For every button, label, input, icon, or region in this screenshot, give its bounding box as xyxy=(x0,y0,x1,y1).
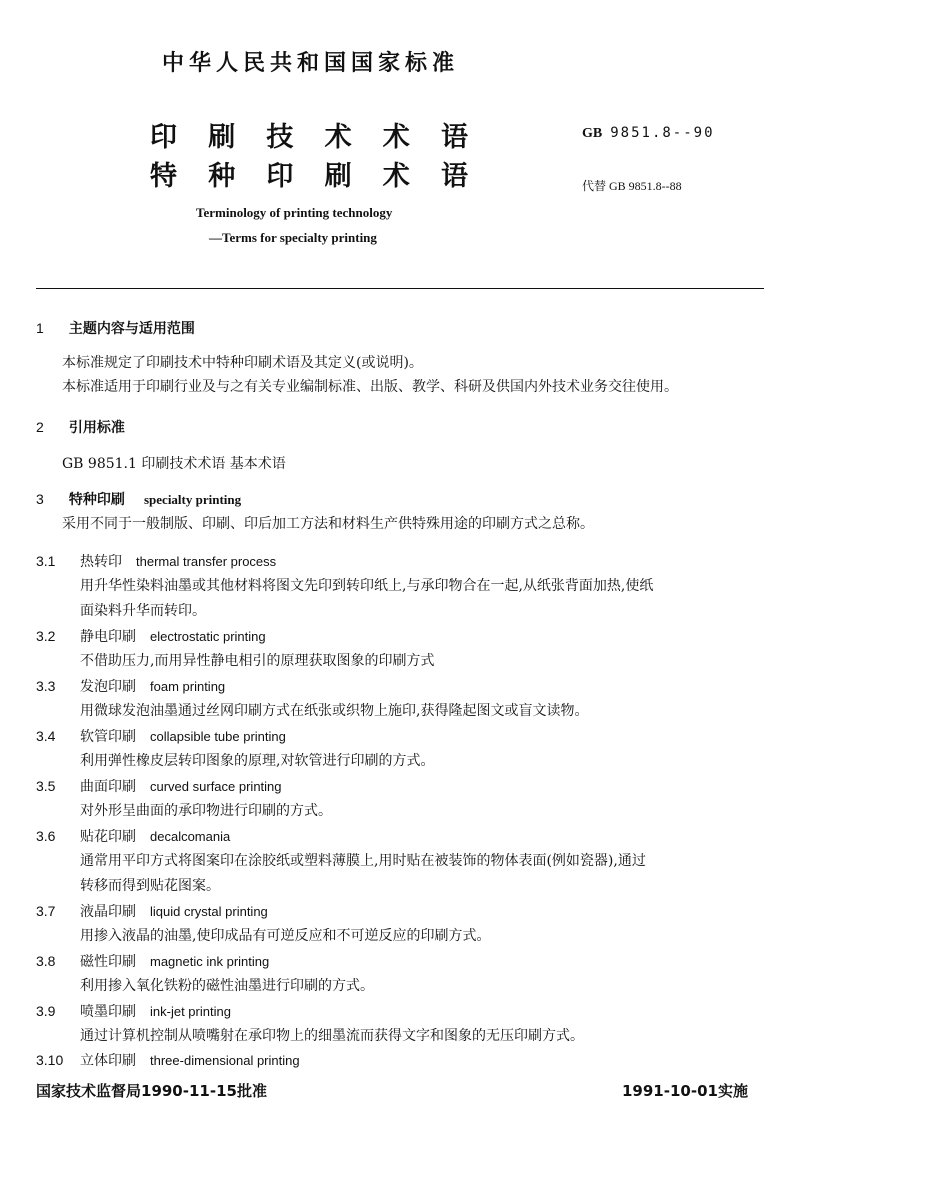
term-english: collapsible tube printing xyxy=(150,729,286,744)
term-definition-line: 通常用平印方式将图案印在涂胶纸或塑料薄膜上,用时贴在被装饰的物体表面(例如瓷器),通过 xyxy=(80,853,646,869)
term-english: decalcomania xyxy=(150,829,231,844)
section-title: 特种印刷 xyxy=(68,492,125,508)
term-number: 3.3 xyxy=(36,678,56,694)
term-number: 3.7 xyxy=(36,903,56,919)
term-definition-line: 用升华性染料油墨或其他材料将图文先印到转印纸上,与承印物合在一起,从纸张背面加热,使纸 xyxy=(80,578,654,594)
standard-prefix: GB xyxy=(582,126,603,141)
section-1-heading xyxy=(36,318,195,338)
title-char: 刷 xyxy=(208,122,236,153)
term-english: foam printing xyxy=(150,679,226,694)
term-english: thermal transfer process xyxy=(136,554,277,569)
term-english: three-dimensional printing xyxy=(150,1053,300,1068)
term-entry-heading xyxy=(36,951,269,971)
implementation-date: 1991-10-01实施 xyxy=(622,1082,748,1100)
term-english: ink-jet printing xyxy=(150,1004,231,1019)
term-definition-line: 转移而得到贴花图案。 xyxy=(80,878,220,894)
term-definition-line: 用微球发泡油墨通过丝网印刷方式在纸张或织物上施印,获得隆起图文或盲文读物。 xyxy=(80,703,589,719)
title-char: 印 xyxy=(150,122,177,153)
term-chinese: 曲面印刷 xyxy=(80,779,136,795)
term-chinese: 喷墨印刷 xyxy=(80,1004,136,1020)
section-title: 主题内容与适用范围 xyxy=(68,321,195,337)
approval-date: 国家技术监督局1990-11-15批准 xyxy=(36,1082,267,1100)
normative-reference: GB 9851.1 印刷技术术语 基本术语 xyxy=(62,456,286,472)
title-char: 语 xyxy=(440,122,468,153)
section-1-paragraph-1: 本标准规定了印刷技术中特种印刷术语及其定义(或说明)。 xyxy=(62,355,423,371)
title-char: 种 xyxy=(208,161,236,192)
term-entry-heading xyxy=(36,551,276,571)
title-char: 术 xyxy=(324,122,352,153)
section-title-english: specialty printing xyxy=(143,492,242,507)
replaces-standard: 代替 GB 9851.8--88 xyxy=(582,179,682,193)
title-char: 刷 xyxy=(324,161,352,192)
term-english: magnetic ink printing xyxy=(150,954,270,969)
term-number: 3.10 xyxy=(36,1052,64,1068)
title-char: 术 xyxy=(382,161,410,192)
term-number: 3.8 xyxy=(36,953,56,969)
term-entry-heading xyxy=(36,826,230,846)
national-standard-heading: 中华人民共和国国家标准 xyxy=(162,51,460,76)
term-chinese: 软管印刷 xyxy=(80,729,136,745)
term-number: 3.9 xyxy=(36,1003,56,1019)
standard-number xyxy=(582,125,715,142)
term-entry-heading xyxy=(36,1050,300,1070)
term-number: 3.5 xyxy=(36,778,56,794)
term-number: 3.4 xyxy=(36,728,56,744)
term-entry-heading xyxy=(36,901,268,921)
term-english: liquid crystal printing xyxy=(150,904,268,919)
term-entry-heading xyxy=(36,1001,231,1021)
section-number: 1 xyxy=(36,320,44,336)
section-1-paragraph-2: 本标准适用于印刷行业及与之有关专业编制标准、出版、教学、科研及供国内外技术业务交往使用。 xyxy=(62,379,678,395)
term-number: 3.6 xyxy=(36,828,56,844)
term-definition-line: 通过计算机控制从喷嘴射在承印物上的细墨流而获得文字和图象的无压印刷方式。 xyxy=(80,1028,584,1044)
term-chinese: 热转印 xyxy=(80,554,122,570)
section-3-heading xyxy=(36,489,241,509)
title-char: 技 xyxy=(266,122,294,153)
term-number: 3.2 xyxy=(36,628,56,644)
term-entry-heading xyxy=(36,626,266,646)
term-definition-line: 不借助压力,而用异性静电相引的原理获取图象的印刷方式 xyxy=(80,653,435,669)
section-number: 3 xyxy=(36,491,44,507)
term-entry-heading xyxy=(36,726,286,746)
section-3-definition: 采用不同于一般制版、印刷、印后加工方法和材料生产供特殊用途的印刷方式之总称。 xyxy=(62,516,594,532)
title-chinese-line2 xyxy=(150,154,468,193)
title-char: 特 xyxy=(150,161,177,192)
term-definition-line: 利用弹性橡皮层转印图象的原理,对软管进行印刷的方式。 xyxy=(80,753,435,769)
title-english-line2: —Terms for specialty printing xyxy=(209,230,377,245)
term-entry-heading xyxy=(36,676,225,696)
term-chinese: 贴花印刷 xyxy=(80,829,136,845)
term-entry-heading xyxy=(36,776,282,796)
title-char: 语 xyxy=(440,161,468,192)
section-number: 2 xyxy=(36,419,44,435)
title-english-line1: Terminology of printing technology xyxy=(196,205,393,220)
standard-code: 9851.8--90 xyxy=(610,125,715,141)
term-definition-line: 面染料升华而转印。 xyxy=(80,603,206,619)
section-2-heading xyxy=(36,417,125,437)
title-chinese-line1 xyxy=(150,115,468,154)
term-chinese: 静电印刷 xyxy=(80,629,136,645)
title-char: 术 xyxy=(382,122,410,153)
header-divider xyxy=(36,288,764,289)
term-definition-line: 对外形呈曲面的承印物进行印刷的方式。 xyxy=(80,803,332,819)
section-title: 引用标准 xyxy=(68,420,125,436)
term-definition-line: 用掺入液晶的油墨,使印成品有可逆反应和不可逆反应的印刷方式。 xyxy=(80,928,491,944)
term-chinese: 磁性印刷 xyxy=(80,954,136,970)
term-chinese: 液晶印刷 xyxy=(80,904,136,920)
term-definition-line: 利用掺入氧化铁粉的磁性油墨进行印刷的方式。 xyxy=(80,978,374,994)
title-char: 印 xyxy=(266,161,294,192)
term-chinese: 立体印刷 xyxy=(80,1053,136,1069)
term-english: curved surface printing xyxy=(150,779,282,794)
term-chinese: 发泡印刷 xyxy=(80,679,136,695)
term-number: 3.1 xyxy=(36,553,56,569)
term-english: electrostatic printing xyxy=(150,629,266,644)
